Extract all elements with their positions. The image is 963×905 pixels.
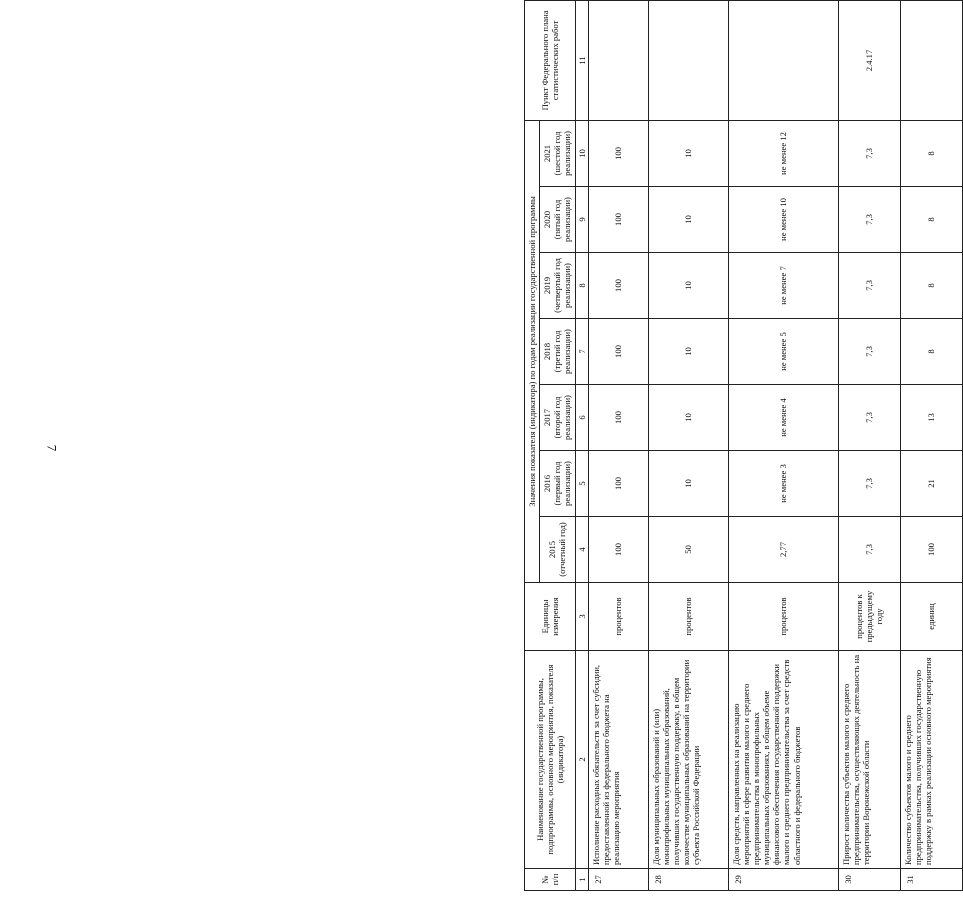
indicator-name: Доля средств, направленных на реализацию мероприятий в сфере развития малого и среднего предпринимательства в монопрофильных муниципальных образованиях, в общем объеме финансового обеспечения государственной поддержки малого и среднего предпринимательства за счет средств областного и федерального бюджетов — [728, 651, 838, 869]
year-note: (четвертый год реализации) — [552, 258, 573, 313]
row-number: 29 — [728, 869, 838, 891]
header-no: № п/п — [525, 869, 576, 891]
plan-item — [648, 0, 728, 120]
indicator-value: 100 — [588, 517, 648, 583]
rotated-table-container — [524, 10, 954, 891]
indicator-name: Доля муниципальных образований и (или) монопрофильных муниципальных образований, получивших государственную поддержку, в общем количестве муниципальных образований на территории субъекта Российской Федерации — [648, 651, 728, 869]
column-index: 9 — [575, 187, 588, 253]
indicator-value: 100 — [588, 385, 648, 451]
indicator-unit: процентов — [648, 583, 728, 651]
indicator-value: 100 — [588, 451, 648, 517]
column-index: 11 — [575, 0, 588, 120]
column-index: 7 — [575, 319, 588, 385]
indicator-value: 7,3 — [838, 319, 900, 385]
column-index: 4 — [575, 517, 588, 583]
indicator-value: 7,3 — [838, 187, 900, 253]
year-label: 2018 — [542, 342, 553, 361]
plan-item — [900, 0, 962, 120]
column-index: 10 — [575, 120, 588, 186]
column-index: 2 — [575, 651, 588, 869]
column-index: 3 — [575, 583, 588, 651]
indicator-value: не менее 3 — [728, 451, 838, 517]
indicator-value: 10 — [648, 253, 728, 319]
indicator-value: 7,3 — [838, 385, 900, 451]
table-row — [728, 0, 838, 890]
indicator-value: 10 — [648, 451, 728, 517]
table-row — [900, 0, 962, 890]
header-year-2016 — [540, 451, 575, 517]
indicator-value: 100 — [588, 253, 648, 319]
year-label: 2017 — [542, 408, 553, 427]
indicator-value: не менее 12 — [728, 120, 838, 186]
indicator-value: не менее 10 — [728, 187, 838, 253]
indicator-value: 7,3 — [838, 253, 900, 319]
column-index: 8 — [575, 253, 588, 319]
indicator-value: 21 — [900, 451, 962, 517]
indicator-value: не менее 4 — [728, 385, 838, 451]
indicators-table — [524, 0, 963, 891]
indicator-value: 7,3 — [838, 451, 900, 517]
year-note: (третий год реализации) — [552, 329, 573, 374]
indicator-value: 100 — [588, 187, 648, 253]
indicator-value: 10 — [648, 187, 728, 253]
year-label: 2021 — [542, 144, 553, 163]
year-label: 2016 — [542, 474, 553, 493]
column-index: 5 — [575, 451, 588, 517]
indicator-value: 8 — [900, 253, 962, 319]
year-label: 2019 — [542, 276, 553, 295]
header-year-2021 — [540, 120, 575, 186]
column-index: 6 — [575, 385, 588, 451]
indicator-unit: процентов — [588, 583, 648, 651]
table-row — [838, 0, 900, 890]
year-note: (первый год реализации) — [552, 461, 573, 506]
table-row — [648, 0, 728, 890]
indicator-value: 7,3 — [838, 120, 900, 186]
indicator-value: 8 — [900, 187, 962, 253]
row-number: 31 — [900, 869, 962, 891]
header-plan: Пункт Федерального плана статистических работ — [525, 0, 576, 120]
indicator-unit: единиц — [900, 583, 962, 651]
indicator-name: Количество субъектов малого и среднего предпринимательства, получивших государственную поддержку в рамках реализации основного мероприятия — [900, 651, 962, 869]
indicator-unit: процентов — [728, 583, 838, 651]
indicator-value: 100 — [588, 319, 648, 385]
indicator-value: 100 — [900, 517, 962, 583]
year-label: 2015 — [547, 540, 558, 559]
indicator-value: 10 — [648, 319, 728, 385]
indicator-value: 8 — [900, 120, 962, 186]
indicator-unit: процентов к предыдущему году — [838, 583, 900, 651]
header-year-2018 — [540, 319, 575, 385]
indicator-value: не менее 5 — [728, 319, 838, 385]
column-index: 1 — [575, 869, 588, 891]
header-unit: Единицы измерения — [525, 583, 576, 651]
table-row — [588, 0, 648, 890]
plan-item: 2.4.17 — [838, 0, 900, 120]
plan-item — [728, 0, 838, 120]
year-note: (второй год реализации) — [552, 395, 573, 440]
year-note: (шестой год реализации) — [552, 131, 573, 176]
header-year-2015 — [540, 517, 575, 583]
row-number: 28 — [648, 869, 728, 891]
page-number: 7 — [44, 444, 60, 452]
year-note: (отчетный год) — [557, 522, 568, 577]
indicator-value: 8 — [900, 319, 962, 385]
row-number: 30 — [838, 869, 900, 891]
indicator-value: 100 — [588, 120, 648, 186]
indicator-value: 10 — [648, 120, 728, 186]
indicator-value: не менее 7 — [728, 253, 838, 319]
header-year-2017 — [540, 385, 575, 451]
indicator-value: 13 — [900, 385, 962, 451]
year-label: 2020 — [542, 210, 553, 229]
indicator-value: 50 — [648, 517, 728, 583]
header-year-2020 — [540, 187, 575, 253]
year-note: (пятый год реализации) — [552, 197, 573, 242]
header-values-group: Значения показателя (индикатора) по годам реализации государственной программы — [525, 120, 540, 582]
plan-item — [588, 0, 648, 120]
header-name: Наименование государственной программы, подпрограммы, основного мероприятия, показателя (индикатора) — [525, 651, 576, 869]
indicator-value: 10 — [648, 385, 728, 451]
indicator-name: Прирост количества субъектов малого и среднего предпринимательства, осуществляющих деятельность на территории Воронежской области — [838, 651, 900, 869]
indicator-name: Исполнение расходных обязательств за счет субсидии, предоставленной из федерального бюджета на реализацию мероприятия — [588, 651, 648, 869]
header-year-2019 — [540, 253, 575, 319]
indicator-value: 2,77 — [728, 517, 838, 583]
indicator-value: 7,3 — [838, 517, 900, 583]
row-number: 27 — [588, 869, 648, 891]
